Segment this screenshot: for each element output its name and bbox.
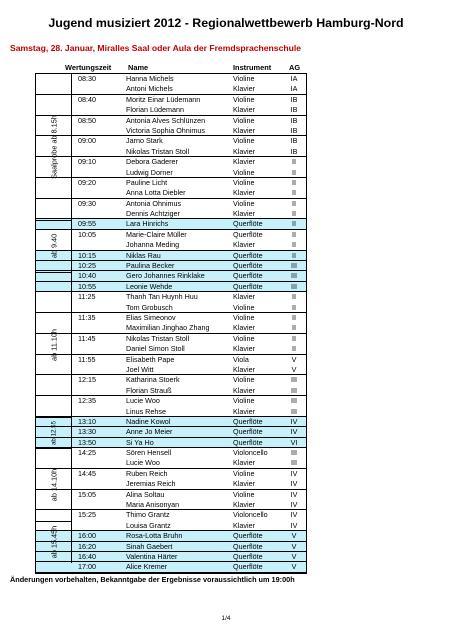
cell-time: 10:15 [78,250,96,260]
group-label-cell [35,417,72,448]
cell-ag: II [292,323,296,333]
cell-instrument: Violine [233,74,255,83]
table-row [35,334,307,344]
cell-ag: IV [290,489,298,499]
group-label-cell [35,272,72,418]
cell-ag: IB [290,115,298,125]
cell-instrument: Querflöte [233,261,263,271]
cell-ag: IV [290,468,298,478]
cell-ag: II [292,302,296,312]
table-row [35,313,307,323]
table-row [35,396,307,406]
cell-instrument: Querflöte [233,427,263,437]
cell-time: 08:40 [78,94,96,104]
cell-ag: V [291,541,297,551]
table-row [35,74,307,84]
cell-name: Debora Gaderer [126,157,178,167]
cell-ag: II [292,344,296,354]
cell-ag: VI [290,437,298,447]
cell-ag: IB [290,146,298,156]
cell-ag: II [292,292,296,302]
cell-ag: IA [290,84,298,94]
cell-time: 11:55 [78,354,96,364]
cell-name: Alina Soltau [126,489,165,499]
cell-name: Jeremias Reich [126,479,176,489]
cell-ag: II [292,157,296,167]
cell-time: 08:50 [78,115,96,125]
cell-name: Marie-Claire Müller [126,229,187,239]
cell-name: Katharina Stoerk [126,375,180,385]
cell-name: Sören Hensell [126,448,172,458]
cell-instrument: Querflöte [233,541,263,551]
cell-time: 11:45 [78,333,96,343]
table-row [35,136,307,146]
table-row [35,542,307,552]
table-row [35,386,307,396]
cell-instrument: Querflöte [233,531,263,541]
cell-instrument: Viola [233,354,249,364]
cell-instrument: Violine [233,396,255,406]
cell-instrument: Querflöte [233,219,263,229]
table-row [35,261,307,271]
cell-time: 09:10 [78,157,96,167]
cell-instrument: Querflöte [233,250,263,260]
table-row [35,168,307,178]
cell-name: Valentina Härter [126,551,178,561]
cell-instrument: Klavier [233,240,255,250]
cell-name: Daniel Simon Stoll [126,344,185,354]
cell-name: Thanh Tan Huynh Huu [126,292,198,302]
cell-name: Hanna Michels [126,74,174,83]
cell-ag: V [291,551,297,561]
footer-note: Änderungen vorbehalten, Bekanntgabe der Ergebnisse voraussichtlich um 19:00h [10,575,295,584]
cell-ag: V [291,364,297,374]
cell-ag: II [292,312,296,322]
table-row [35,209,307,219]
group-label: Saalprobe ab 8.15h [49,114,58,179]
cell-ag: IB [290,125,298,135]
table-row [35,490,307,500]
cell-ag: III [291,406,297,416]
cell-time: 09:00 [78,136,96,146]
table-row [35,292,307,302]
group-label-cell [35,74,72,220]
cell-time: 13:10 [78,416,96,426]
cell-instrument: Violine [233,312,255,322]
cell-name: Ruben Reich [126,468,168,478]
cell-instrument: Violine [233,489,255,499]
cell-time: 15:05 [78,489,96,499]
cell-instrument: Violine [233,136,255,146]
cell-ag: IV [290,427,298,437]
cell-name: Ludwig Dorner [126,167,173,177]
cell-instrument: Violine [233,115,255,125]
cell-instrument: Klavier [233,209,255,219]
group-label: ab 15.45h [49,526,58,559]
cell-instrument: Klavier [233,364,255,374]
cell-instrument: Querflöte [233,562,263,572]
group-label: ab 11.10h [49,328,58,361]
cell-instrument: Querflöte [233,281,263,291]
cell-name: Elias Simeonov [126,312,176,322]
cell-name: Lara Hinrichs [126,219,169,229]
cell-ag: II [292,219,296,229]
cell-time: 09:20 [78,177,96,187]
cell-instrument: Violine [233,94,255,104]
cell-ag: III [291,281,297,291]
cell-time: 13:30 [78,427,96,437]
header-time: Wertungszeit [65,63,112,72]
table-row [35,344,307,354]
group-label: ab 12.55 [50,421,57,446]
cell-name: Elisabeth Pape [126,354,175,364]
cell-ag: IB [290,136,298,146]
cell-time: 17:00 [78,562,96,572]
cell-instrument: Klavier [233,344,255,354]
document-title: Jugend musiziert 2012 - Regionalwettbewerb Hamburg-Nord [48,16,404,30]
table-row [35,448,307,458]
cell-name: Tom Grobusch [126,302,173,312]
cell-name: Niklas Rau [126,250,161,260]
table-border [35,73,36,573]
cell-name: Joel Witt [126,364,154,374]
page-number: 1/4 [221,615,231,622]
cell-ag: II [292,250,296,260]
cell-instrument: Querflöte [233,229,263,239]
cell-instrument: Violine [233,198,255,208]
table-row [35,510,307,520]
cell-ag: III [291,261,297,271]
cell-ag: II [292,198,296,208]
cell-ag: V [291,531,297,541]
table-row [35,323,307,333]
schedule-table [35,73,307,574]
cell-ag: II [292,333,296,343]
cell-name: Leonie Wehde [126,281,173,291]
table-row [35,500,307,510]
cell-ag: II [292,167,296,177]
cell-name: Johanna Meding [126,240,180,250]
cell-instrument: Klavier [233,406,255,416]
cell-instrument: Klavier [233,125,255,135]
cell-instrument: Klavier [233,146,255,156]
cell-instrument: Violine [233,468,255,478]
cell-time: 11:25 [78,292,96,302]
cell-name: Moritz Einar Lüdemann [126,94,201,104]
cell-instrument: Violine [233,177,255,187]
cell-ag: III [291,375,297,385]
cell-name: Sinah Gaebert [126,541,173,551]
table-row [35,178,307,188]
cell-instrument: Querflöte [233,437,263,447]
cell-name: Jarno Stark [126,136,163,146]
table-row [35,240,307,250]
group-label-cell [35,220,72,272]
table-row [35,417,307,427]
table-row [35,188,307,198]
cell-ag: IB [290,105,298,115]
cell-name: Anne Jo Meier [126,427,173,437]
cell-time: 12:35 [78,396,96,406]
cell-name: Paulina Becker [126,261,175,271]
cell-time: 15:25 [78,510,96,520]
cell-time: 16:40 [78,551,96,561]
cell-name: Nadine Kowol [126,416,171,426]
cell-name: Lucie Woo [126,458,160,468]
table-row [35,375,307,385]
cell-instrument: Querflöte [233,416,263,426]
cell-instrument: Klavier [233,105,255,115]
cell-instrument: Klavier [233,385,255,395]
table-row [35,407,307,417]
cell-name: Anna Lotta Diebler [126,188,186,198]
table-row [35,458,307,468]
table-row [35,251,307,261]
table-row [35,427,307,437]
table-row [35,219,307,229]
table-row [35,438,307,448]
cell-ag: III [291,271,297,281]
cell-instrument: Klavier [233,520,255,530]
cell-time: 10:40 [78,271,96,281]
cell-instrument: Querflöte [233,271,263,281]
cell-ag: IV [290,416,298,426]
group-label-cell [35,521,72,563]
cell-instrument: Klavier [233,323,255,333]
cell-instrument: Klavier [233,479,255,489]
cell-instrument: Klavier [233,500,255,510]
cell-ag: V [291,562,297,572]
cell-name: Gero Johannes Rinklake [126,271,205,281]
cell-instrument: Klavier [233,84,255,94]
cell-ag: V [291,354,297,364]
cell-instrument: Violine [233,167,255,177]
table-row [35,84,307,94]
cell-name: Rosa-Lotta Bruhn [126,531,183,541]
cell-name: Florian Lüdemann [126,105,184,115]
cell-instrument: Violine [233,375,255,385]
table-row [35,479,307,489]
header-instrument: Instrument [233,63,272,72]
cell-name: Pauline Licht [126,177,168,187]
cell-ag: IV [290,520,298,530]
cell-time: 16:20 [78,541,96,551]
cell-ag: III [291,385,297,395]
table-border [306,73,307,573]
cell-name: Maria Anisonyan [126,500,180,510]
table-row [35,199,307,209]
cell-ag: IV [290,500,298,510]
cell-instrument: Klavier [233,188,255,198]
table-row [35,95,307,105]
cell-name: Lucie Woo [126,396,160,406]
table-row [35,303,307,313]
table-row [35,552,307,562]
cell-time: 12:15 [78,375,96,385]
table-row [35,469,307,479]
table-row [35,105,307,115]
cell-time: 10:55 [78,281,96,291]
table-row [35,365,307,375]
cell-name: Antoni Michels [126,84,173,94]
cell-time: 14:25 [78,448,96,458]
cell-ag: IV [290,510,298,520]
cell-instrument: Violine [233,333,255,343]
cell-ag: IB [290,94,298,104]
cell-ag: II [292,240,296,250]
table-row [35,355,307,365]
cell-name: Louisa Grantz [126,520,171,530]
cell-instrument: Violoncello [233,510,268,520]
table-row [35,562,307,572]
table-row [35,126,307,136]
cell-name: Nikolas Tristan Stoll [126,333,190,343]
cell-instrument: Klavier [233,157,255,167]
cell-ag: IA [290,74,298,83]
cell-time: 13:50 [78,437,96,447]
table-row [35,531,307,541]
header-name: Name [128,63,149,72]
group-label-cell [35,448,72,521]
cell-ag: III [291,458,297,468]
cell-ag: III [291,448,297,458]
cell-name: Maximilian Jinghao Zhang [126,323,210,333]
cell-instrument: Klavier [233,458,255,468]
cell-name: Victoria Sophia Ohnimus [126,125,205,135]
cell-time: 10:05 [78,229,96,239]
cell-ag: III [291,396,297,406]
cell-ag: II [292,177,296,187]
cell-name: Antonia Alves Schlünzen [126,115,206,125]
table-row [35,116,307,126]
table-row [35,271,307,281]
cell-instrument: Klavier [233,292,255,302]
cell-ag: II [292,188,296,198]
cell-time: 10:25 [78,261,96,271]
event-subtitle: Samstag, 28. Januar, Miralles Saal oder Aula der Fremdsprachenschule [10,43,302,53]
cell-name: Florian Strauß [126,385,172,395]
table-row [35,282,307,292]
cell-name: Linus Rehse [126,406,166,416]
cell-name: Thimo Grantz [126,510,170,520]
cell-time: 11:35 [78,312,96,322]
cell-name: Dennis Achtziger [126,209,180,219]
cell-name: Alice Kremer [126,562,168,572]
cell-ag: II [292,209,296,219]
cell-time: 08:30 [78,74,96,83]
cell-instrument: Querflöte [233,551,263,561]
table-row [35,230,307,240]
cell-time: 09:30 [78,198,96,208]
cell-time: 16:00 [78,531,96,541]
header-ag: AG [289,63,301,72]
table-row [35,147,307,157]
group-label: ab 14.10h [49,469,58,502]
cell-ag: II [292,229,296,239]
cell-time: 09:55 [78,219,96,229]
cell-instrument: Violoncello [233,448,268,458]
table-row [35,157,307,167]
cell-name: Antonia Ohnimus [126,198,182,208]
cell-ag: IV [290,479,298,489]
cell-instrument: Violine [233,302,255,312]
table-row [35,521,307,531]
cell-name: Si Ya Ho [126,437,154,447]
cell-time: 14:45 [78,468,96,478]
cell-name: Nikolas Tristan Stoll [126,146,190,156]
group-label: ab 9.40 [49,233,58,259]
